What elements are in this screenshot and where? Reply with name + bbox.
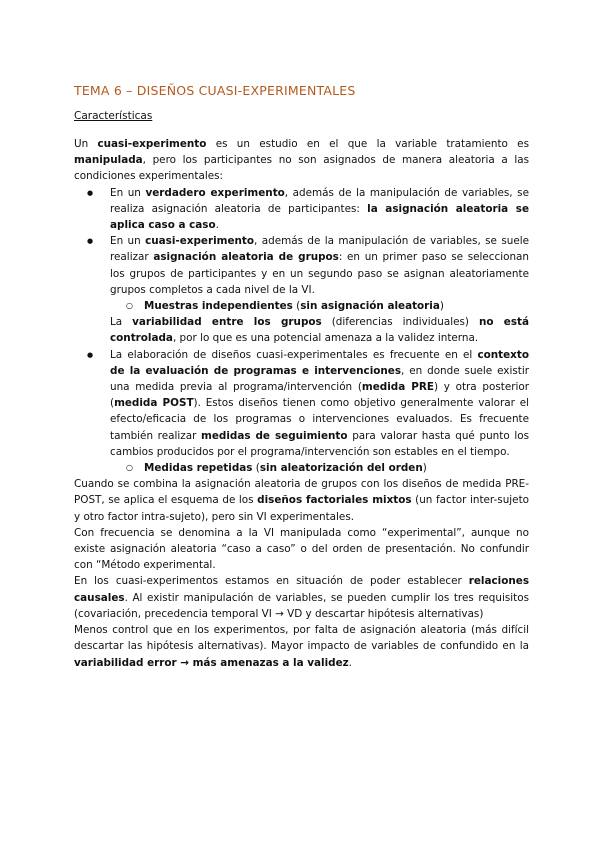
section-heading: Características	[74, 110, 153, 122]
vi-naming-paragraph: Con frecuencia se denomina a la VI manipulada como “experimental”, aunque no existe asignación aleatoria “caso a caso” o del orden de presentación. No confundir con “Método experimental.	[74, 526, 529, 572]
bold-term: la asignación aleatoria se aplica caso a caso	[110, 202, 529, 232]
bold-term: verdadero experimento	[145, 186, 285, 199]
text-run: para valorar hasta qué punto los cambios producidos por el programa/intervención son estables en el tiempo.	[110, 429, 529, 458]
bold-term: medida PRE	[361, 381, 434, 394]
text-run: (diferencias individuales)	[321, 316, 479, 329]
sub-bullet-repeated-measures	[144, 460, 529, 476]
mixed-factorial-paragraph	[74, 476, 529, 525]
bold-term: cuasi-experimento	[97, 138, 207, 150]
document-body	[74, 136, 529, 671]
text-run: , además de la manipulación de variables, se realiza asignación aleatoria de participantes:	[110, 186, 529, 215]
text-run: .	[215, 219, 219, 232]
bullet-list	[74, 347, 529, 477]
intro-paragraph	[74, 136, 529, 185]
text-run: es un estudio en el que la variable tratamiento es	[206, 138, 529, 150]
text-run: En un	[110, 235, 146, 248]
text-run: (	[252, 462, 260, 475]
bold-term: medida POST	[114, 397, 194, 410]
text-run: , además de la manipulación de variables, se suele realizar	[110, 235, 529, 264]
sub-bullet-independent-samples	[144, 298, 529, 314]
sub-bullet-list	[110, 460, 529, 476]
bold-term: sin aleatorización del orden	[259, 462, 423, 475]
text-run: .	[348, 656, 352, 669]
text-run: (	[292, 300, 301, 313]
text-run: , por lo que es una potencial amenaza a la validez interna.	[172, 332, 479, 345]
bullet-item-program-evaluation	[110, 347, 529, 477]
text-run: En los cuasi-experimentos estamos en situación de poder establecer	[74, 575, 469, 588]
less-control-paragraph	[74, 622, 529, 671]
text-run: ). Estos diseños tienen como objetivo generalmente valorar el efecto/eficacia de los programas o intervenciones evaluados. Es frecuente también realizar	[110, 397, 529, 442]
text-run: , en donde suele existir una medida previa al programa/intervención (	[110, 364, 529, 394]
text-run: La	[110, 316, 133, 329]
bullet-item-true-experiment	[110, 185, 529, 234]
text-run: Cuando se combina la asignación aleatoria de grupos con los diseños de medida PRE-POST, se aplica el esquema de los	[74, 478, 529, 507]
text-run: . Al existir manipulación de variables, se pueden cumplir los tres requisitos (covariación, precedencia temporal VI → VD y descartar hipótesis alternativas)	[74, 591, 529, 620]
text-run: Menos control que en los experimentos, por falta de asignación aleatoria (más difícil descartar las hipótesis alternativas). Mayor impacto de variables de confundido en la	[74, 624, 529, 653]
bold-term: relaciones causales	[74, 575, 529, 604]
bold-term: medidas de seguimiento	[201, 429, 348, 442]
text-run: )	[422, 462, 427, 475]
bold-term: variabilidad entre los grupos	[132, 316, 322, 329]
text-run: , pero los participantes no son asignados de manera aleatoria a las condiciones experimentales:	[74, 154, 529, 183]
variability-paragraph	[74, 314, 529, 346]
bold-term: Muestras independientes	[144, 300, 293, 313]
text-run: )	[439, 300, 444, 313]
sub-bullet-list	[110, 298, 529, 314]
text-run: En un	[110, 186, 146, 199]
text-run: : en un primer paso se seleccionan los grupos de participantes y en un segundo paso se asignan aleatoriamente grupos completos a cada nivel de la VI.	[110, 251, 529, 296]
bold-term: diseños factoriales mixtos	[257, 494, 412, 507]
text-run: (un factor inter-sujeto y otro factor intra-sujeto), pero sin VI experimentales.	[74, 494, 530, 523]
bold-term: manipulada	[74, 154, 143, 167]
text-run: La elaboración de diseños cuasi-experimentales es frecuente en el	[110, 348, 478, 361]
bold-term: Medidas repetidas	[144, 462, 253, 475]
bold-term: variabilidad error → más amenazas a la validez	[74, 656, 349, 669]
bold-term: contexto de la evaluación de programas e intervenciones	[110, 348, 529, 377]
text-run: Un	[74, 138, 98, 150]
bold-term: sin asignación aleatoria	[300, 300, 440, 313]
bold-term: asignación aleatoria de grupos	[153, 251, 339, 264]
bullet-item-quasi-experiment	[110, 233, 529, 314]
bullet-list	[74, 185, 529, 315]
bold-term: cuasi-experimento	[145, 235, 255, 248]
document-title: TEMA 6 – DISEÑOS CUASI-EXPERIMENTALES	[74, 83, 356, 98]
causal-relations-paragraph	[74, 573, 529, 622]
bold-term: no está controlada	[110, 316, 529, 345]
text-run: ) y otra posterior (	[110, 381, 530, 410]
